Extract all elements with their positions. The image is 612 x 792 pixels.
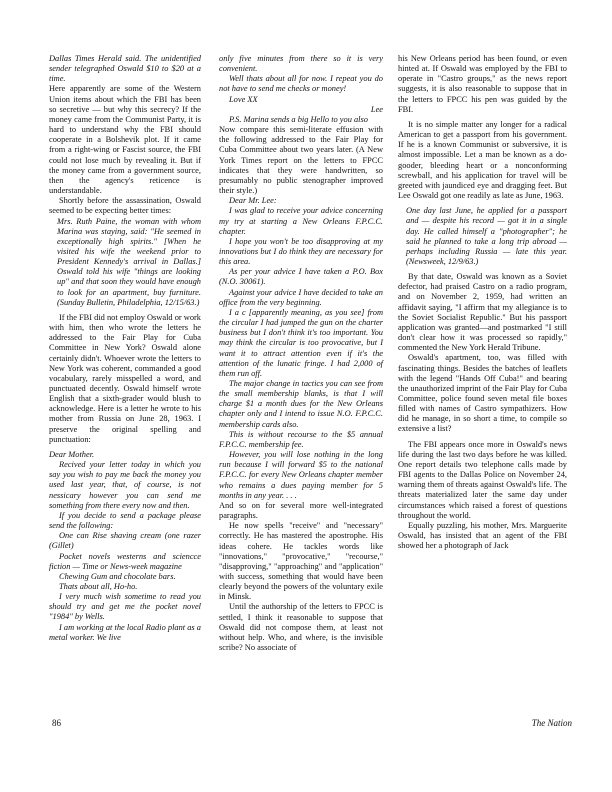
page-number: 86	[52, 718, 61, 728]
letter-line: However, you will lose nothing in the long run because I will forward $5 to the national F.P.C.C. for every New Orleans chapter member who remains a dues paying member for 5 months in any year. . . .	[219, 450, 383, 500]
paragraph: Now compare this semi-literate effusion with the following addressed to the Fair Play for Cuba Committee about two years later. (A New York Times report on the letters to FPCC indicates that they were handwritten, so presumably no public stenographer improved their style.)	[219, 125, 383, 196]
paragraph: The FBI appears once more in Oswald's news life during the last two days before he was killed. One report details two telephone calls made by FBI agents to the Dallas Police on November 24, warning them of threats against Oswald's life. The threats materialized later the same day under circumstances which raised a forest of questions throughout the world.	[398, 439, 567, 520]
letter-line: I a c [apparently meaning, as you see] from the circular I had jumped the gun on the charter business but I don't think it's too important. You may think the circular is too provocative, but I want it to attract attention even if it's the attention of the lunatic fringe. I had 2,000 of them run off.	[219, 307, 383, 378]
letter-line: I hope you won't be too disapproving at my innovations but I do think they are necessary for this area.	[219, 236, 383, 267]
letter-line: Against your advice I have decided to take an office from the very beginning.	[219, 287, 383, 307]
letter-postscript: P.S. Marina sends a big Hello to you also	[229, 114, 368, 124]
column-3	[398, 54, 567, 551]
letter-line: If you decide to send a package please send the following:	[49, 510, 201, 531]
paragraph: Here apparently are some of the Western Union items about which the FBI has been so secretive — but why this secrecy? If the money came from the Communist Party, it is hard to understand why the FBI should cooperate in a Bolshevik plot. If it came from a right-wing or Fascist source, the FBI could not lose much by revealing it. But if the money came from a government source, then the agency's reticence is understandable.	[49, 84, 201, 196]
letter-line: I am working at the local Radio plant as a metal worker. We live	[49, 622, 201, 642]
paragraph: He now spells "receive" and "necessary" correctly. He has mastered the apostrophe. His ideas cohere. He tackles words like "innovations," "provocative," "recourse," "disapproving," "approaching" and "application" with success, something that would have been clearly beyond the powers of the voluntary exile in Minsk.	[219, 521, 383, 602]
block-quote: Mrs. Ruth Paine, the woman with whom Marina was staying, said: "He seemed in exceptionally high spirits." [When he visited his wife the weekend prior to President Kennedy's arrival in Dallas.] Oswald told his wife "things are looking up" and that soon they would have enough to look for an apartment, buy furniture. (Sunday Bulletin, Philadelphia, 12/15/63.)	[57, 216, 201, 307]
letter-line: As per your advice I have taken a P.O. Box (N.O. 30061).	[219, 267, 383, 287]
paragraph: It is no simple matter any longer for a radical American to get a passport from his government. If he is a known Communist or subversive, it is almost impossible. Let a man be known as a do-gooder, bleeding heart or a nonconforming screwball, and his application for travel will be greeted with jaundiced eye and dragging feet. But Lee Oswald got one readily as late as June, 1963.	[398, 119, 567, 201]
letter-line: Recived your letter today in which you say you wish to pay me back the money you used last year, that, of course, is not nessicary however you can send me something from there every now and then.	[49, 460, 201, 510]
letter-line: Chewing Gum and chocolate bars.	[59, 571, 176, 581]
column-2	[219, 54, 383, 653]
paragraph: If the FBI did not employ Oswald or work with him, then who wrote the letters he addressed to the Fair Play for Cuba Committee in New York? Oswald alone certainly didn't. Whoever wrote the letters to New York was coherent, commanded a good vocabulary, rarely misspelled a word, and punctuated decently. Oswald himself wrote English that a sixth-grader would blush to acknowledge. Here is a letter he wrote to his mother from Russia on June 28, 1963. I preserve the original spelling and punctuation:	[49, 312, 201, 444]
letter-line: Thats about all, Ho-ho.	[59, 581, 138, 591]
letter-line: One can Rise shaving cream (one razer (Gillet)	[49, 531, 201, 551]
publication-masthead: The Nation	[531, 718, 572, 728]
paragraph: Equally puzzling, his mother, Mrs. Marguerite Oswald, has insisted that an agent of the FBI showed her a photograph of Jack	[398, 520, 567, 551]
letter-line: This is without recourse to the $5 annual F.P.C.C. membership fee.	[219, 429, 383, 449]
letter-line: I was glad to receive your advice concerning my try at starting a New Orleans F.P.C.C. chapter.	[219, 206, 383, 236]
paragraph: Until the authorship of the letters to FPCC is settled, I think it reasonable to suppose that Oswald did not compose them, at least not without help. Who, and where, is the invisible scribe? No associate of	[219, 602, 383, 653]
letter-signature: Lee	[370, 104, 383, 114]
letter-line: The major change in tactics you can see from the small membership blanks, is that I will charge $1 a month dues for the New Orleans chapter only and I intend to issue N.O. F.P.C.C. membership cards also.	[219, 379, 383, 429]
letter-line: Well thats about all for now. I repeat you do not have to send me checks or money!	[219, 74, 383, 94]
paragraph: Dallas Times Herald said. The unidentified sender telegraphed Oswald $10 to $20 at a time.	[49, 54, 201, 84]
paragraph: Oswald's apartment, too, was filled with fascinating things. Besides the batches of leaflets with the legend "Hands Off Cuba!" and bearing the unauthorized imprint of the Fair Play for Cuba Committee, police found seven metal file boxes filled with names of Castro sympathizers. How did he manage, in so short a time, to compile so extensive a list?	[398, 353, 567, 434]
paragraph: And so on for several more well-integrated paragraphs.	[219, 500, 383, 521]
letter-line: I very much wish sometime to read you should try and get me the pocket novel "1984" by Wells.	[49, 592, 201, 622]
paragraph: Shortly before the assassination, Oswald seemed to be expecting better times:	[49, 196, 201, 216]
column-1	[49, 54, 201, 643]
letter-line: Dear Mr. Lee:	[229, 196, 277, 206]
letter-signoff: Love XX	[229, 94, 258, 104]
block-quote: One day last June, he applied for a passport and — despite his record — got it in a single day. He called himself a "photographer"; he said he planned to take a long trip abroad — perhaps including Russia — late this year. (Newsweek, 12/9/63.)	[406, 206, 567, 266]
letter-line: only five minutes from there so it is very convenient.	[219, 54, 383, 74]
paragraph: his New Orleans period has been found, or even hinted at. If Oswald was employed by the FBI to operate in "Castro groups," as the news report suggests, it is also reasonable to suppose that in the letters to FPCC his pen was guided by the FBI.	[398, 54, 567, 114]
letter-line: Pocket novels westerns and sciencce fiction — Time or News-week magazine	[49, 551, 201, 571]
letter-line: Dear Mother.	[49, 449, 95, 459]
paragraph: By that date, Oswald was known as a Soviet defector, had praised Castro on a radio program, and on November 2, 1959, had written an affidavit saying, "I affirm that my allegiance is to the Soviet Socialist Republic." But his passport application was granted—and postmarked "I still don't clear how it was processed so rapidly," commented the New York Herald Tribune.	[398, 272, 567, 353]
